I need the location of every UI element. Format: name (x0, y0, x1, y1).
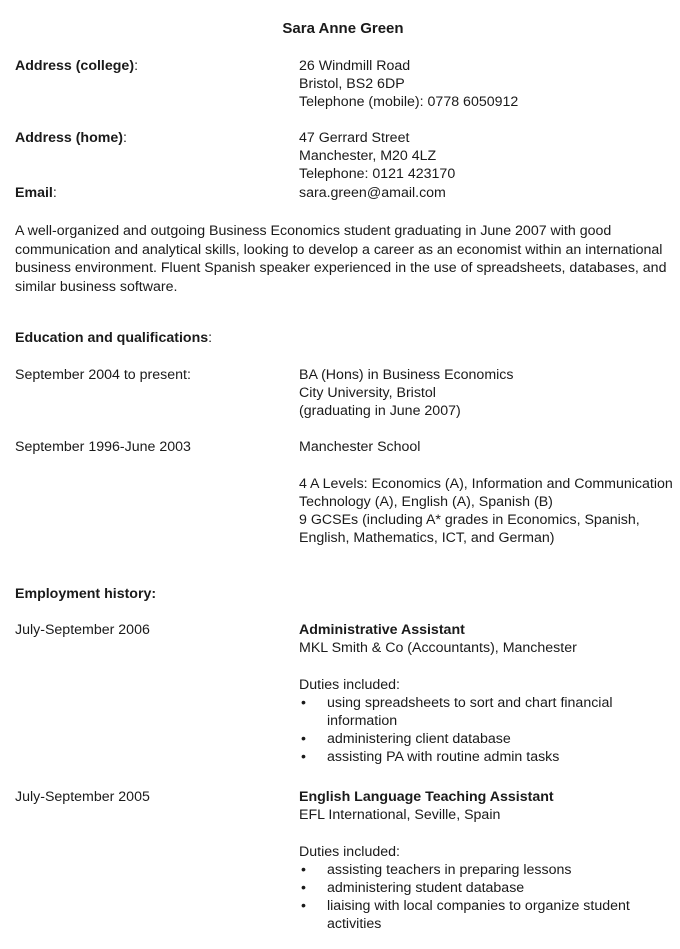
bullet-icon: • (301, 749, 306, 765)
college-address-label: Address (college): (15, 58, 139, 74)
email-label: Email: (15, 185, 57, 201)
cv-name-title: Sara Anne Green (282, 20, 404, 37)
employment-heading: Employment history: (15, 586, 157, 602)
bullet-icon: • (301, 880, 306, 896)
a-levels: 4 A Levels: Economics (A), Information and Communication Technology (A), English (A), Spanish (B) (299, 476, 673, 510)
education-date: September 1996-June 2003 (15, 439, 191, 455)
duties-list (299, 694, 674, 766)
job-details (299, 788, 674, 933)
job-employer: EFL International, Seville, Spain (299, 807, 501, 823)
bullet-icon: • (301, 862, 306, 878)
gcses: 9 GCSEs (including A* grades in Economics, Spanish, English, Mathematics, ICT, and German) (299, 512, 640, 546)
bullet-icon: • (301, 898, 306, 914)
education-heading: Education and qualifications: (15, 330, 213, 346)
duty-item: • liaising with local companies to organize student activities (301, 898, 630, 932)
home-address-line: 47 Gerrard Street (299, 130, 410, 146)
education-line: BA (Hons) in Business Economics (299, 367, 514, 383)
home-address-lines (299, 129, 674, 183)
duties-list (299, 861, 674, 933)
college-address-lines (299, 57, 674, 111)
duties-label: Duties included: (299, 844, 400, 860)
school-name: Manchester School (299, 439, 421, 455)
education-details (299, 438, 674, 547)
college-address-line: Bristol, BS2 6DP (299, 76, 405, 92)
education-details (299, 366, 674, 420)
duties-label: Duties included: (299, 677, 400, 693)
duty-item: • administering client database (301, 731, 511, 747)
job-title: English Language Teaching Assistant (299, 789, 554, 805)
home-address-label: Address (home): (15, 130, 127, 146)
duty-item: • assisting teachers in preparing lessons (301, 862, 572, 878)
bullet-icon: • (301, 731, 306, 747)
home-address-line: Telephone: 0121 423170 (299, 166, 456, 182)
job-details (299, 621, 674, 766)
profile-summary: A well-organized and outgoing Business Economics student graduating in June 2007 with good communication and analytical skills, looking to develop a career as an economist within an international business environment. Fluent Spanish speaker experienced in the use of spreadsheets, databases, and similar business software. (15, 223, 667, 295)
job-employer: MKL Smith & Co (Accountants), Manchester (299, 640, 577, 656)
education-date: September 2004 to present: (15, 367, 191, 383)
email-value: sara.green@amail.com (299, 185, 446, 201)
education-line: City University, Bristol (299, 385, 436, 401)
duty-item: • administering student database (301, 880, 525, 896)
education-line: (graduating in June 2007) (299, 403, 461, 419)
job-date: July-September 2006 (15, 622, 150, 638)
college-address-line: Telephone (mobile): 0778 6050912 (299, 94, 519, 110)
duty-item: • using spreadsheets to sort and chart financial information (301, 695, 613, 729)
college-address-line: 26 Windmill Road (299, 58, 411, 74)
bullet-icon: • (301, 695, 306, 711)
home-address-line: Manchester, M20 4LZ (299, 148, 437, 164)
job-date: July-September 2005 (15, 789, 150, 805)
duty-item: • assisting PA with routine admin tasks (301, 749, 560, 765)
job-title: Administrative Assistant (299, 622, 465, 638)
